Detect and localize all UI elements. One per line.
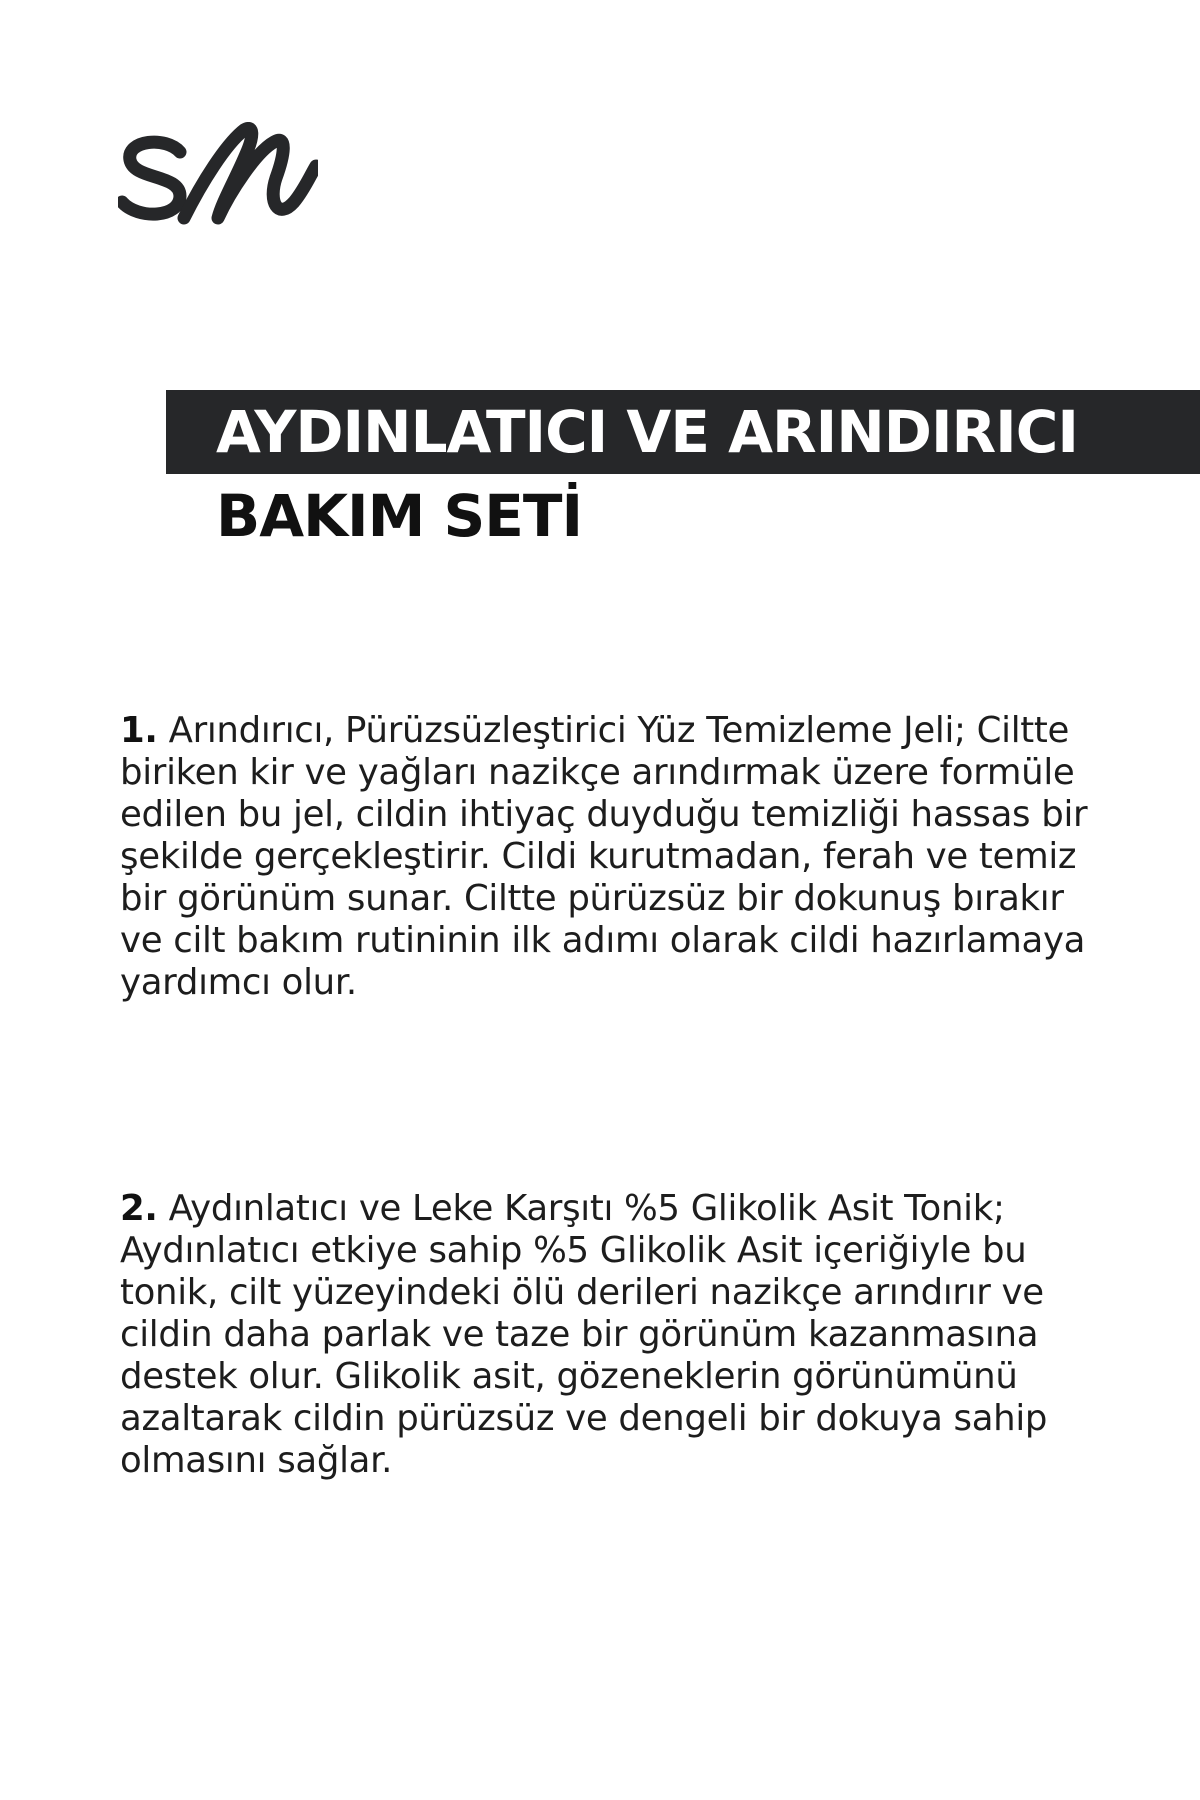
item-text: Arındırıcı, Pürüzsüzleştirici Yüz Temizleme Jeli; Ciltte biriken kir ve yağları nazikçe arındırmak üzere formüle edilen bu jel, cildin ihtiyaç duyduğu temizliği hassas bir şekilde gerçekleştirir. Cildi kurutmadan, ferah ve temiz bir görünüm sunar. Ciltte pürüzsüz bir dokunuş bırakır ve cilt bakım rutininin ilk adımı olarak cildi hazırlamaya yardımcı olur. — [120, 710, 1088, 1003]
brand-logo — [118, 122, 318, 232]
product-description-1 — [120, 710, 1110, 1004]
item-number: 1. — [120, 710, 158, 751]
brand-logo-mark — [118, 122, 318, 232]
item-text: Aydınlatıcı ve Leke Karşıtı %5 Glikolik Asit Tonik; Aydınlatıcı etkiye sahip %5 Glikolik Asit içeriğiyle bu tonik, cilt yüzeyindeki ölü derileri nazikçe arındırır ve cildin daha parlak ve taze bir görünüm kazanmasına destek olur. Glikolik asit, gözeneklerin görünümünü azaltarak cildin pürüzsüz ve dengeli bir dokuya sahip olmasını sağlar. — [120, 1188, 1048, 1481]
page-title-line-2: BAKIM SETİ — [216, 482, 583, 550]
item-number: 2. — [120, 1188, 158, 1229]
page-title-line-1: AYDINLATICI VE ARINDIRICI — [216, 398, 1078, 466]
product-description-2 — [120, 1188, 1110, 1482]
